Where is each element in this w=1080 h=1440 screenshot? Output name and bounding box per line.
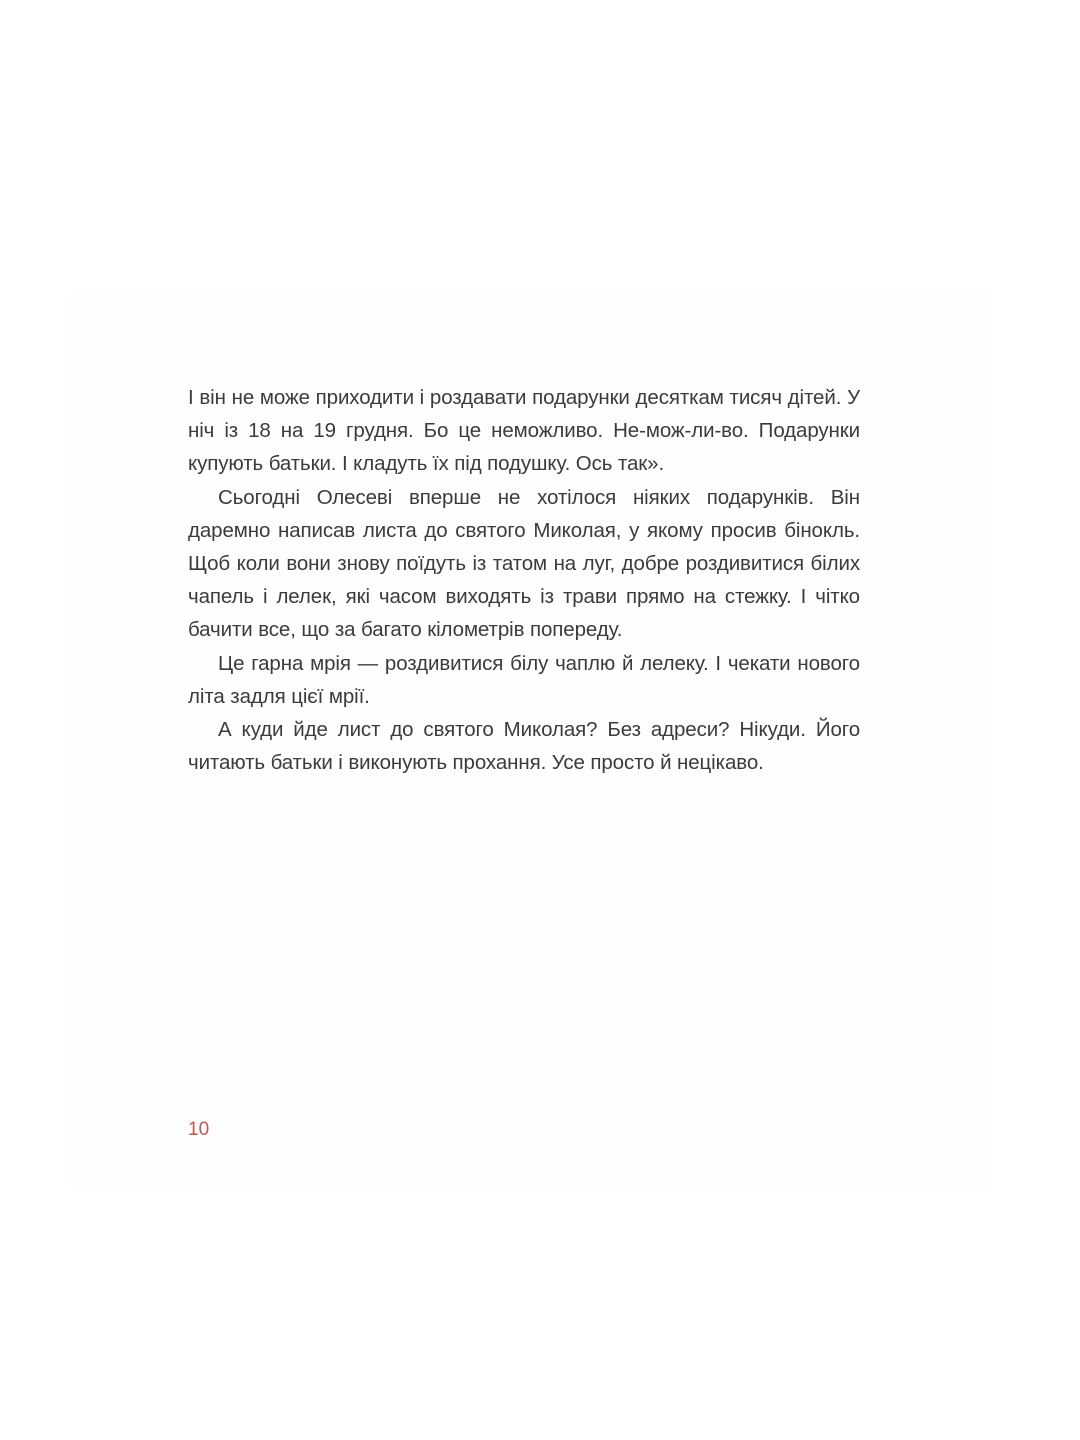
- paragraph-4: А куди йде лист до святого Миколая? Без адреси? Нікуди. Його читають батьки і виконують прохання. Усе просто й нецікаво.: [188, 718, 860, 775]
- paragraph-3: Це гарна мрія — роздивитися білу чаплю й лелеку. І чекати нового літа задля цієї мрії.: [188, 651, 860, 708]
- paragraph-1: І він не може приходити і роздавати подарунки десяткам тисяч дітей. У ніч із 18 на 19 грудня. Бо це неможливо. Не-мож-ли-во. Подарунки купують батьки. І кладуть їх під подушку. Ось так».: [188, 386, 860, 476]
- body-text: [188, 381, 860, 779]
- page-number: 10: [188, 1119, 210, 1140]
- paragraph-2: Сьогодні Олесеві вперше не хотілося ніяких подарунків. Він даремно написав листа до святого Миколая, у якому просив бінокль. Щоб коли вони знову поїдуть із татом на луг, добре роздивитися білих чапель і лелек, які часом виходять із трави прямо на стежку. І чітко бачити все, що за багато кілометрів попереду.: [188, 485, 860, 642]
